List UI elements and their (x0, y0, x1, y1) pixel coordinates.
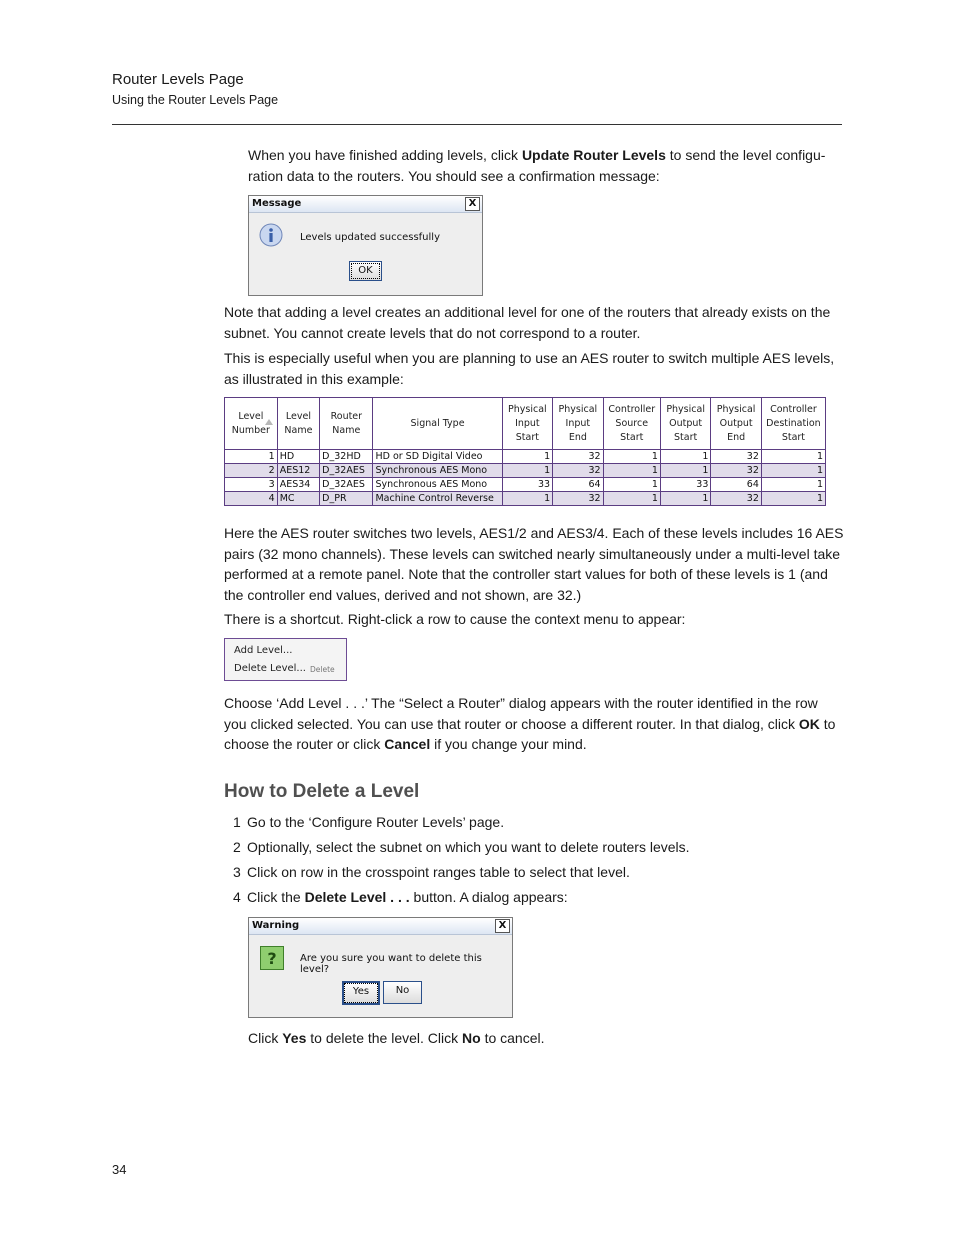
column-header[interactable]: Controller Destination Start (761, 398, 825, 450)
table-cell: 64 (711, 478, 761, 492)
table-cell: 1 (603, 492, 660, 506)
section-heading: How to Delete a Level (224, 781, 420, 802)
table-cell: 1 (761, 464, 825, 478)
table-cell: D_32HD (320, 450, 373, 464)
step-number: 1 (233, 814, 241, 830)
final-text-before: Click (248, 1030, 283, 1046)
table-cell: 1 (502, 492, 552, 506)
svg-text:?: ? (267, 949, 277, 968)
yes-button[interactable]: Yes (342, 981, 380, 1005)
table-cell: 32 (711, 450, 761, 464)
step-number: 3 (233, 864, 241, 880)
column-header[interactable]: Physical Output Start (660, 398, 710, 450)
final-paragraph (248, 1028, 844, 1049)
steps-list (224, 812, 844, 912)
no-button[interactable]: No (383, 981, 422, 1004)
table-cell: MC (277, 492, 319, 506)
message-dialog (248, 195, 483, 296)
note-paragraph-1: Note that adding a level creates an additional level for one of the routers that already exists on the subnet. You cannot create levels that do not correspond to a router. (224, 304, 831, 341)
table-cell: 1 (502, 464, 552, 478)
table-cell: 1 (660, 464, 710, 478)
page-number: 34 (112, 1162, 127, 1177)
final-text-middle: to delete the level. Click (306, 1030, 463, 1046)
context-menu (224, 638, 347, 681)
step-text: Go to the ‘Configure Router Levels’ page. (247, 814, 505, 830)
table-cell: Machine Control Reverse (373, 492, 502, 506)
table-cell: 3 (225, 478, 278, 492)
table-cell: 33 (502, 478, 552, 492)
step-item (224, 862, 844, 887)
table-cell: D_32AES (320, 464, 373, 478)
delete-shortcut-hint: Delete (310, 665, 335, 674)
final-text-after: to cancel. (480, 1030, 545, 1046)
table-cell: 4 (225, 492, 278, 506)
context-menu-delete-level[interactable]: Delete Level... (234, 663, 306, 674)
warning-dialog (248, 917, 513, 1018)
table-cell: 1 (660, 492, 710, 506)
column-header[interactable]: Level Name (277, 398, 319, 450)
step-text: Click the (247, 889, 305, 905)
column-header[interactable]: Physical Input Start (502, 398, 552, 450)
choose-text-middle: to choose the router or click (224, 715, 836, 752)
message-dialog-titlebar (249, 196, 482, 213)
table-cell: 1 (660, 450, 710, 464)
update-text-after: to send the level configu-ration data to the routers. You should see a confirmation message: (248, 147, 826, 184)
running-header-title: Router Levels Page (112, 71, 244, 88)
choose-text-before: Choose ‘Add Level . . .’ The “Select a Router” dialog appears with the router identified in the row you clicked selected. You can use that router or choose a different router. In that dialog, click (224, 695, 818, 732)
table-cell: AES12 (277, 464, 319, 478)
table-row[interactable] (225, 492, 826, 506)
table-cell: 1 (761, 492, 825, 506)
table-cell: 32 (553, 492, 603, 506)
table-cell: 1 (603, 464, 660, 478)
no-bold: No (462, 1030, 481, 1046)
running-header-subtitle: Using the Router Levels Page (112, 93, 279, 107)
message-text: Levels updated successfully (300, 232, 440, 243)
yes-bold: Yes (282, 1030, 307, 1046)
table-row[interactable] (225, 478, 826, 492)
table-cell: HD or SD Digital Video (373, 450, 502, 464)
table-cell: 1 (761, 450, 825, 464)
step-item (224, 837, 844, 862)
aes-paragraph: Here the AES router switches two levels, AES1/2 and AES3/4. Each of these levels includes 16 AES pairs (32 mono channels). These levels can switched nearly simultaneously under a multi-level take performed at a remote panel. Note that the controller start values for both of these levels is 1 (and the controller end values, derived and not shown, are 32.) (224, 525, 844, 603)
sort-ascending-icon (265, 419, 273, 425)
cancel-bold: Cancel (384, 736, 431, 752)
table-cell: 1 (603, 450, 660, 464)
table-cell: D_PR (320, 492, 373, 506)
table-cell: 1 (761, 478, 825, 492)
message-dialog-title: Message (252, 198, 302, 209)
table-cell: Synchronous AES Mono (373, 464, 502, 478)
column-header-label: Level Number (231, 410, 270, 436)
table-cell: 1 (225, 450, 278, 464)
table-cell: AES34 (277, 478, 319, 492)
table-cell: 1 (502, 450, 552, 464)
step-item (224, 887, 844, 912)
column-header[interactable] (225, 398, 278, 450)
table-cell: 1 (603, 478, 660, 492)
table-cell: 32 (553, 464, 603, 478)
step-number: 4 (233, 889, 241, 905)
shortcut-paragraph: There is a shortcut. Right-click a row to cause the context menu to appear: (224, 611, 686, 627)
table-cell: D_32AES (320, 478, 373, 492)
header-divider (112, 124, 842, 125)
step-bold-text: Delete Level . . . (304, 889, 410, 905)
choose-paragraph (224, 693, 844, 755)
column-header[interactable]: Signal Type (373, 398, 502, 450)
levels-table (224, 397, 826, 506)
column-header[interactable]: Router Name (320, 398, 373, 450)
ok-bold: OK (798, 715, 820, 732)
table-cell: Synchronous AES Mono (373, 478, 502, 492)
step-item (224, 812, 844, 837)
table-cell: 64 (553, 478, 603, 492)
choose-text-after: if you change your mind. (430, 736, 587, 752)
table-header-row (225, 398, 826, 450)
table-cell: 33 (660, 478, 710, 492)
step-text: Optionally, select the subnet on which you want to delete routers levels. (247, 839, 690, 855)
table-cell: 32 (553, 450, 603, 464)
info-icon (259, 223, 283, 247)
question-icon (260, 946, 284, 970)
context-menu-add-level[interactable]: Add Level... (234, 645, 293, 656)
update-router-levels-bold: Update Router Levels (521, 147, 666, 163)
column-header[interactable]: Controller Source Start (603, 398, 660, 450)
step-text-after: button. A dialog appears: (409, 889, 568, 905)
table-cell: 32 (711, 492, 761, 506)
warning-text: Are you sure you want to delete this level? (300, 953, 482, 975)
column-header[interactable]: Physical Output End (711, 398, 761, 450)
table-cell: 32 (711, 464, 761, 478)
close-icon[interactable]: X (465, 197, 480, 211)
update-paragraph (248, 145, 844, 186)
ok-button[interactable]: OK (349, 261, 382, 281)
table-row[interactable] (225, 450, 826, 464)
warning-dialog-titlebar (249, 918, 512, 935)
table-cell: 2 (225, 464, 278, 478)
warning-dialog-title: Warning (252, 920, 300, 931)
note-paragraph-2: This is especially useful when you are planning to use an AES router to switch multiple AES levels, as illustrated in this example: (224, 350, 835, 387)
column-header[interactable]: Physical Input End (553, 398, 603, 450)
table-row[interactable] (225, 464, 826, 478)
table-cell: HD (277, 450, 319, 464)
update-text-before: When you have finished adding levels, click (248, 147, 522, 163)
close-icon[interactable]: X (495, 919, 510, 933)
step-number: 2 (233, 839, 241, 855)
step-text: Click on row in the crosspoint ranges table to select that level. (247, 864, 630, 880)
